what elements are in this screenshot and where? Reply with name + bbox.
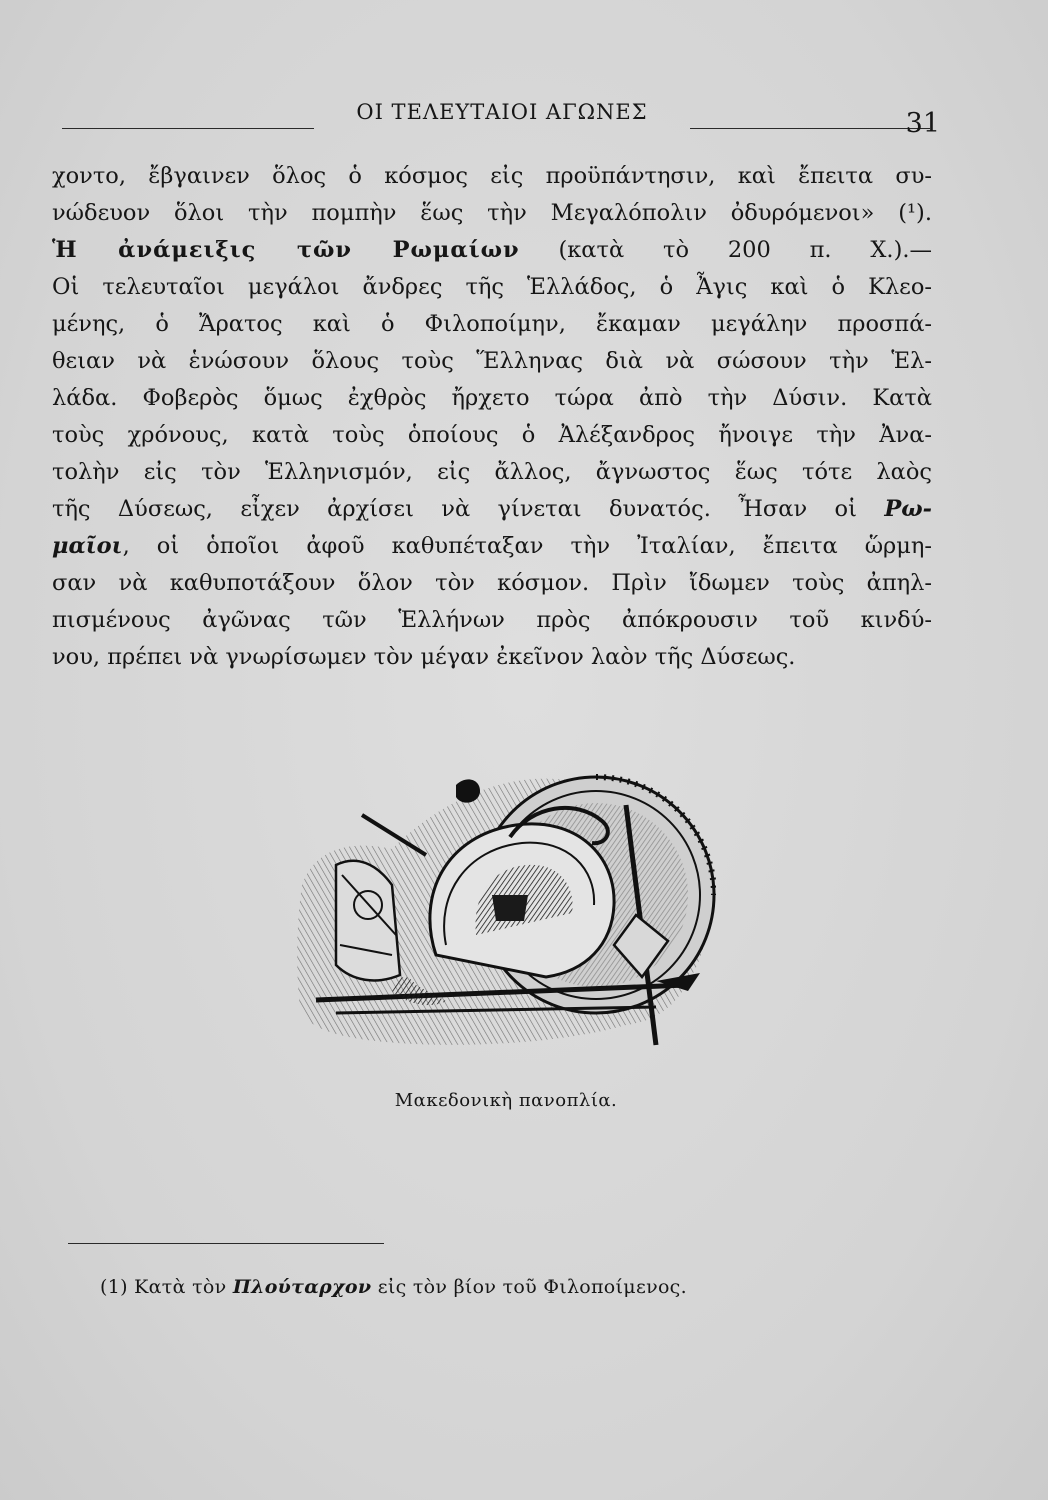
body-text <box>52 158 932 676</box>
footnote-emphasis: Πλούταρχον <box>232 1276 372 1298</box>
text-line: τολὴν εἰς τὸν Ἑλληνισμόν, εἰς ἄλλος, ἄγνωστος ἕως τότε λαὸς <box>52 459 932 485</box>
running-header: ΟΙ ΤΕΛΕΥΤΑΙΟΙ ΑΓΩΝΕΣ <box>356 100 648 124</box>
text-line: σαν νὰ καθυποτάξουν ὅλον τὸν κόσμον. Πρὶν ἴδωμεν τοὺς ἀπηλ- <box>52 570 932 596</box>
footnote <box>100 1276 860 1298</box>
section-heading-date: (κατὰ τὸ 200 π. Χ.).— <box>519 237 933 263</box>
text-line: τοὺς χρόνους, κατὰ τοὺς ὁποίους ὁ Ἀλέξανδρος ἤνοιγε τὴν Ἀνα- <box>52 422 932 448</box>
figure-caption: Μακεδονικὴ πανοπλία. <box>394 1090 618 1111</box>
emphasis-romans-end: μαῖοι <box>52 533 123 559</box>
text-line <box>52 528 932 565</box>
section-heading-line <box>52 232 932 269</box>
text-line: Οἱ τελευταῖοι μεγάλοι ἄνδρες τῆς Ἑλλάδος, ὁ Ἆγις καὶ ὁ Κλεο- <box>52 274 932 300</box>
footnote-text: Κατὰ τὸν <box>127 1276 233 1298</box>
text-line: πισμένους ἀγῶνας τῶν Ἑλλήνων πρὸς ἀπόκρουσιν τοῦ κινδύ- <box>52 607 932 633</box>
text-line: θειαν νὰ ἑνώσουν ὅλους τοὺς Ἕλληνας διὰ νὰ σώσουν τὴν Ἑλ- <box>52 348 932 374</box>
text-line: νου, πρέπει νὰ γνωρίσωμεν τὸν μέγαν ἐκεῖνον λαὸν τῆς Δύσεως. <box>52 644 796 670</box>
text-line: νώδευον ὅλοι τὴν πομπὴν ἕως τὴν Μεγαλόπολιν ὀδυρόμενοι» (¹). <box>52 200 932 226</box>
text-line: μένης, ὁ Ἄρατος καὶ ὁ Φιλοποίμην, ἔκαμαν μεγάλην προσπά- <box>52 311 932 337</box>
emphasis-romans: Ρω- <box>884 496 932 522</box>
footnote-rule <box>68 1243 384 1244</box>
text-line <box>52 491 932 528</box>
footnote-marker: (1) <box>100 1276 128 1298</box>
footnote-text-end: εἰς τὸν βίον τοῦ Φιλοποίμενος. <box>371 1276 687 1298</box>
text-run: , οἱ ὁποῖοι ἀφοῦ καθυπέταξαν τὴν Ἰταλίαν, ἔπειτα ὥρμη- <box>122 533 932 559</box>
text-line: χοντο, ἔβγαινεν ὅλος ὁ κόσμος εἰς προϋπάντησιν, καὶ ἔπειτα συ- <box>52 163 932 189</box>
text-run: τῆς Δύσεως, εἶχεν ἀρχίσει νὰ γίνεται δυνατός. Ἦσαν οἱ <box>52 496 885 522</box>
header-rule-left <box>62 128 314 129</box>
page-number: 31 <box>905 108 940 139</box>
text-line: λάδα. Φοβερὸς ὅμως ἐχθρὸς ἤρχετο τώρα ἀπὸ τὴν Δύσιν. Κατὰ <box>52 385 932 411</box>
section-heading: Ἡ ἀνάμειξις τῶν Ρωμαίων <box>52 237 520 263</box>
armor-illustration <box>296 745 716 1055</box>
